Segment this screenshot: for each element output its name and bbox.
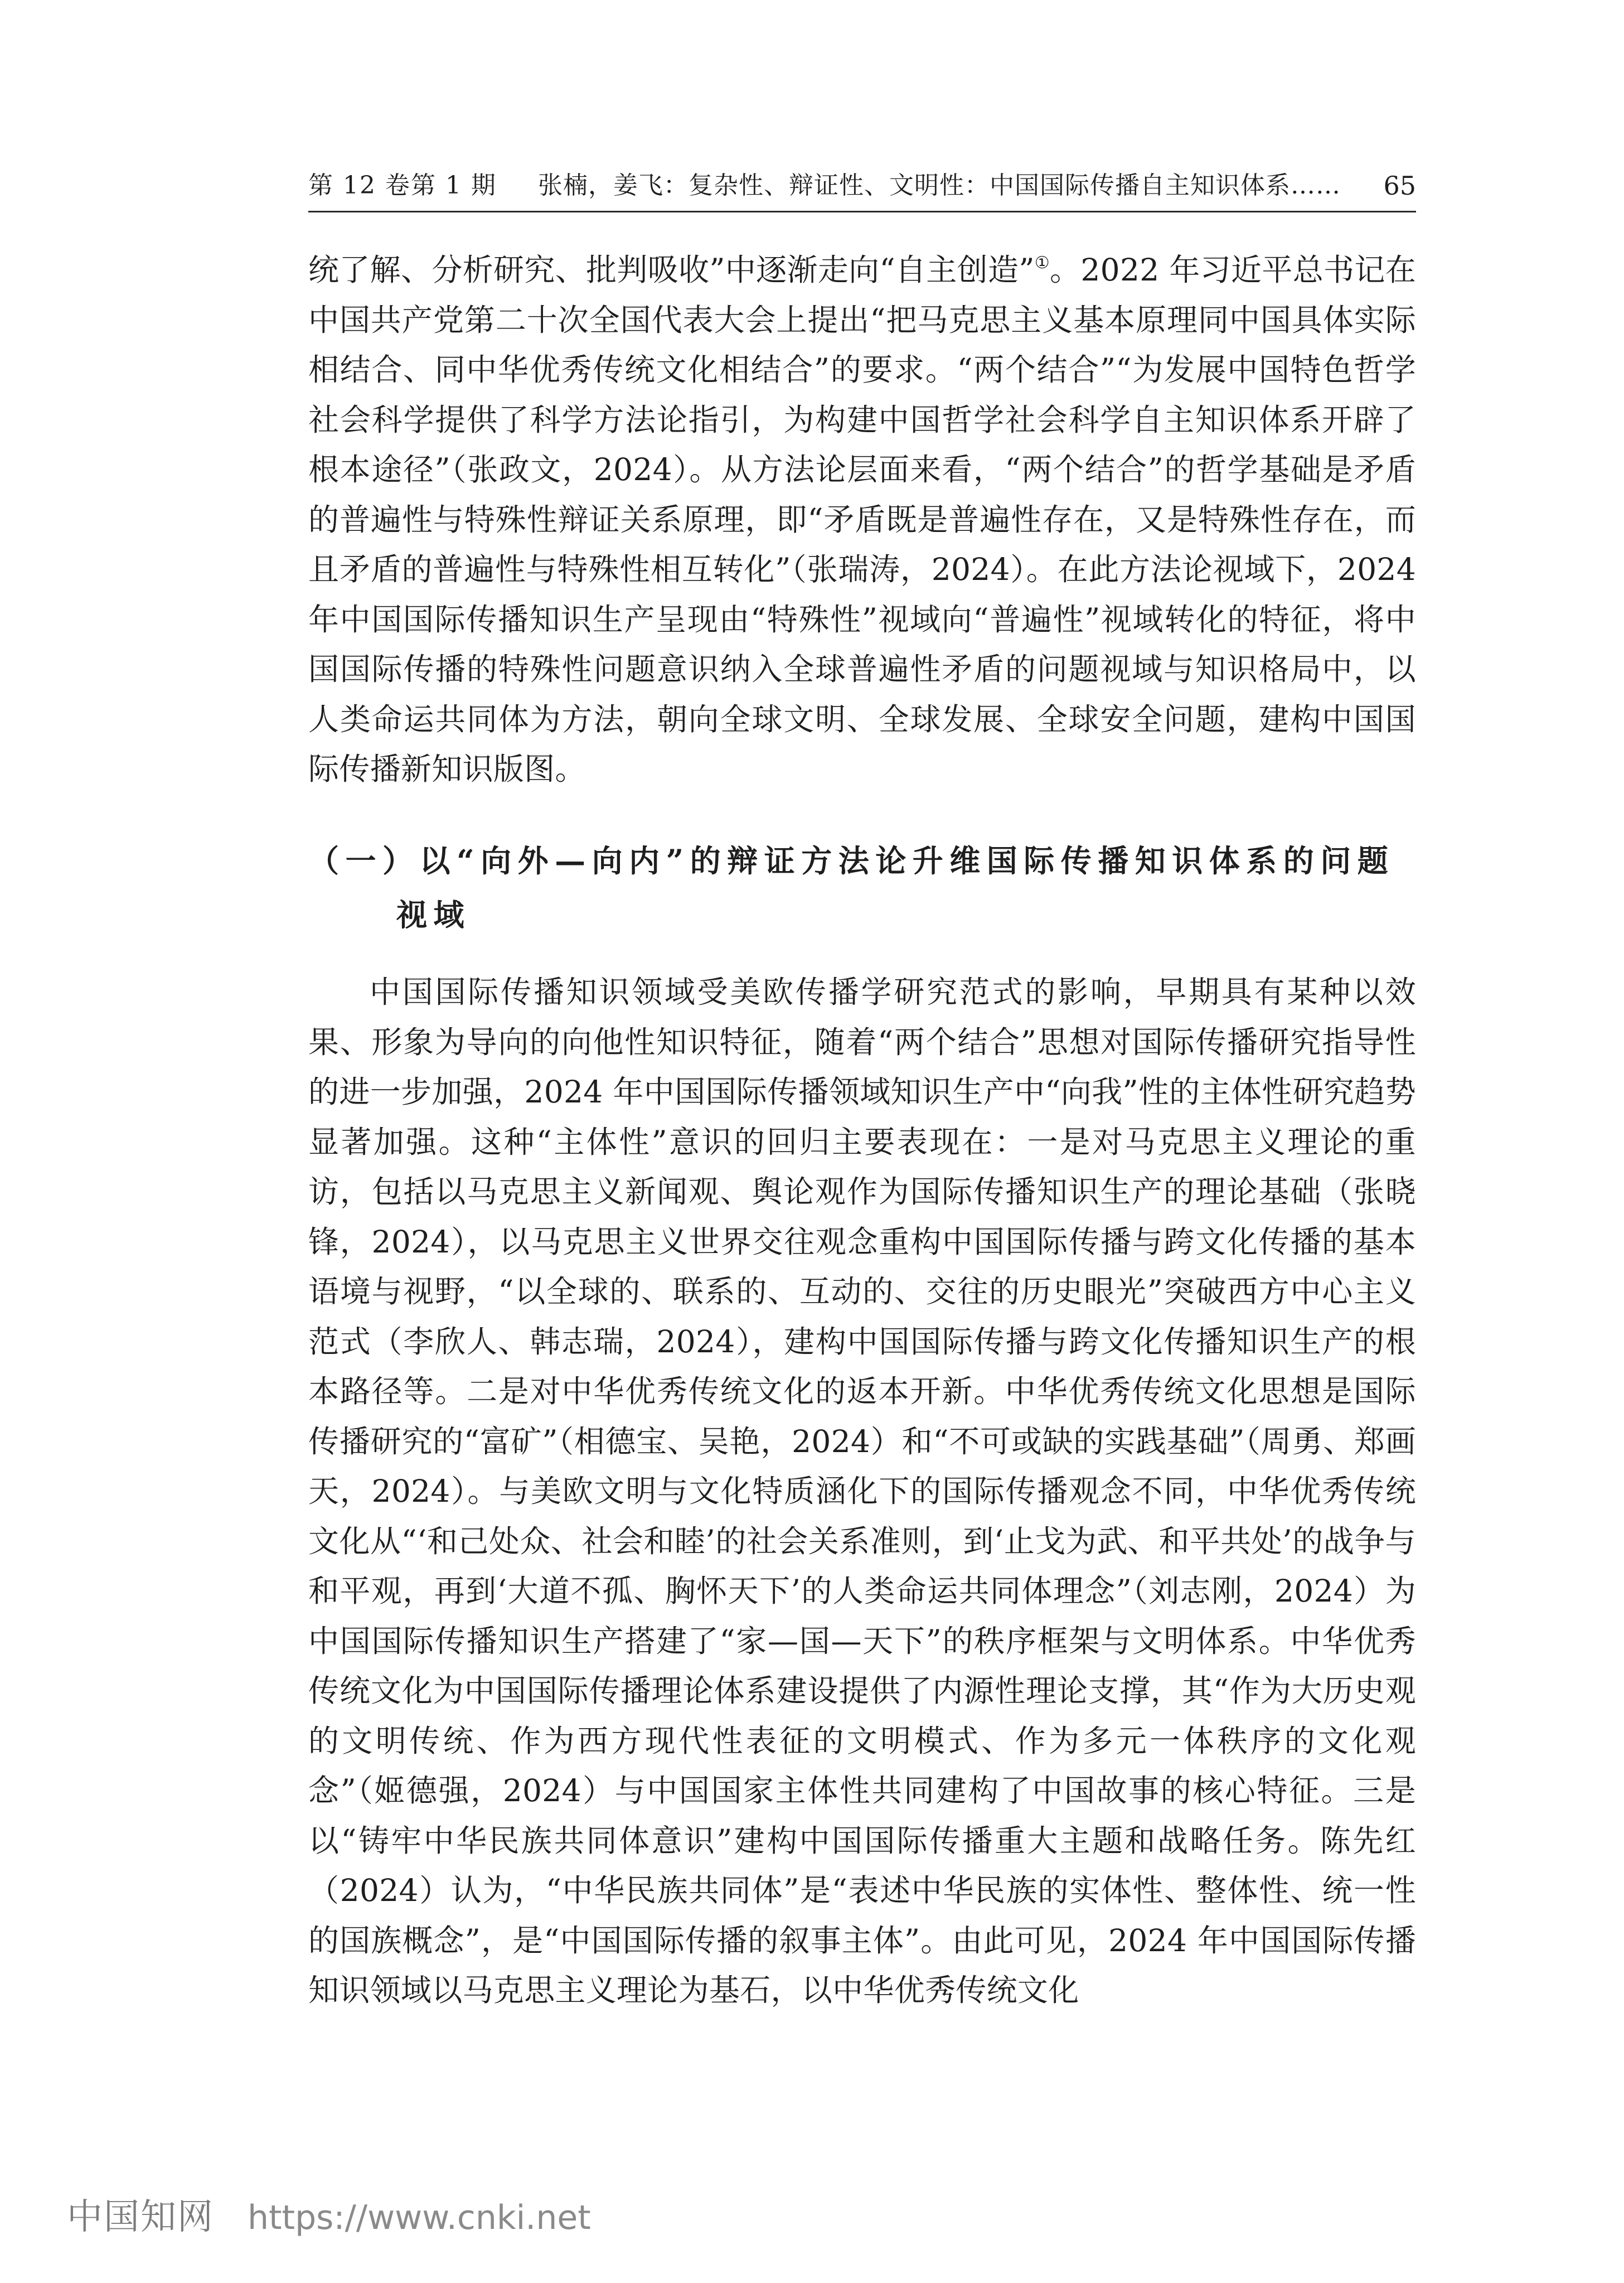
section-heading (308, 834, 1416, 942)
header-rule (308, 211, 1416, 212)
paragraph-1-text-b: 。2022 年习近平总书记在中国共产党第二十次全国代表大会上提出“把马克思主义基本原理同中国具体实际相结合、同中华优秀传统文化相结合”的要求。“两个结合”“为发展中国特色哲学社会科学提供了科学方法论指引，为构建中国哲学社会科学自主知识体系开辟了根本途径”（张政文，2024）。从方法论层面来看，“两个结合”的哲学基础是矛盾的普遍性与特殊性辩证关系原理，即“矛盾既是普遍性存在，又是特殊性存在，而且矛盾的普遍性与特殊性相互转化”（张瑞涛，2024）。在此方法论视域下，2024 年中国国际传播知识生产呈现由“特殊性”视域向“普遍性”视域转化的特征，将中国国际传播的特殊性问题意识纳入全球普遍性矛盾的问题视域与知识格局中，以人类命运共同体为方法，朝向全球文明、全球发展、全球安全问题，建构中国国际传播新知识版图。 (308, 252, 1416, 787)
running-title: 张楠，姜飞：复杂性、辩证性、文明性：中国国际传播自主知识体系…… (538, 171, 1341, 200)
journal-issue: 第 12 卷第 1 期 (308, 171, 497, 200)
cnki-url[interactable]: https://www.cnki.net (248, 2198, 591, 2237)
cnki-watermark (67, 2195, 591, 2240)
footnote-marker[interactable]: ① (1034, 253, 1050, 273)
section-heading-line-2: 视域 (396, 897, 471, 933)
section-heading-line-1: （一）以“向外—向内”的辩证方法论升维国际传播知识体系的问题 (308, 843, 1395, 879)
page-number: 65 (1383, 171, 1416, 201)
cnki-logo: 中国知网 (67, 2197, 214, 2238)
paragraph-1-text-a: 统了解、分析研究、批判吸收”中逐渐走向“自主创造” (308, 252, 1035, 288)
body-paragraph-1 (308, 245, 1416, 795)
body-paragraph-2: 中国国际传播知识领域受美欧传播学研究范式的影响，早期具有某种以效果、形象为导向的向他性知识特征，随着“两个结合”思想对国际传播研究指导性的进一步加强，2024 年中国国际传播领域知识生产中“向我”性的主体性研究趋势显著加强。这种“主体性”意识的回归主要表现在：一是对马克思主义理论的重访，包括以马克思主义新闻观、舆论观作为国际传播知识生产的理论基础（张晓锋，2024），以马克思主义世界交往观念重构中国国际传播与跨文化传播的基本语境与视野，“以全球的、联系的、互动的、交往的历史眼光”突破西方中心主义范式（李欣人、韩志瑞，2024），建构中国国际传播与跨文化传播知识生产的根本路径等。二是对中华优秀传统文化的返本开新。中华优秀传统文化思想是国际传播研究的“富矿”（相德宝、吴艳，2024）和“不可或缺的实践基础”（周勇、郑画天，2024）。与美欧文明与文化特质涵化下的国际传播观念不同，中华优秀传统文化从“‘和己处众、社会和睦’的社会关系准则，到‘止戈为武、和平共处’的战争与和平观，再到‘大道不孤、胸怀天下’的人类命运共同体理念”（刘志刚，2024）为中国国际传播知识生产搭建了“家—国—天下”的秩序框架与文明体系。中华优秀传统文化为中国国际传播理论体系建设提供了内源性理论支撑，其“作为大历史观的文明传统、作为西方现代性表征的文明模式、作为多元一体秩序的文化观念”（姬德强，2024）与中国国家主体性共同建构了中国故事的核心特征。三是以“铸牢中华民族共同体意识”建构中国国际传播重大主题和战略任务。陈先红（2024）认为，“中华民族共同体”是“表述中华民族的实体性、整体性、统一性的国族概念”，是“中国国际传播的叙事主体”。由此可见，2024 年中国国际传播知识领域以马克思主义理论为基石，以中华优秀传统文化 (308, 974, 1416, 2008)
running-header (308, 166, 1416, 205)
